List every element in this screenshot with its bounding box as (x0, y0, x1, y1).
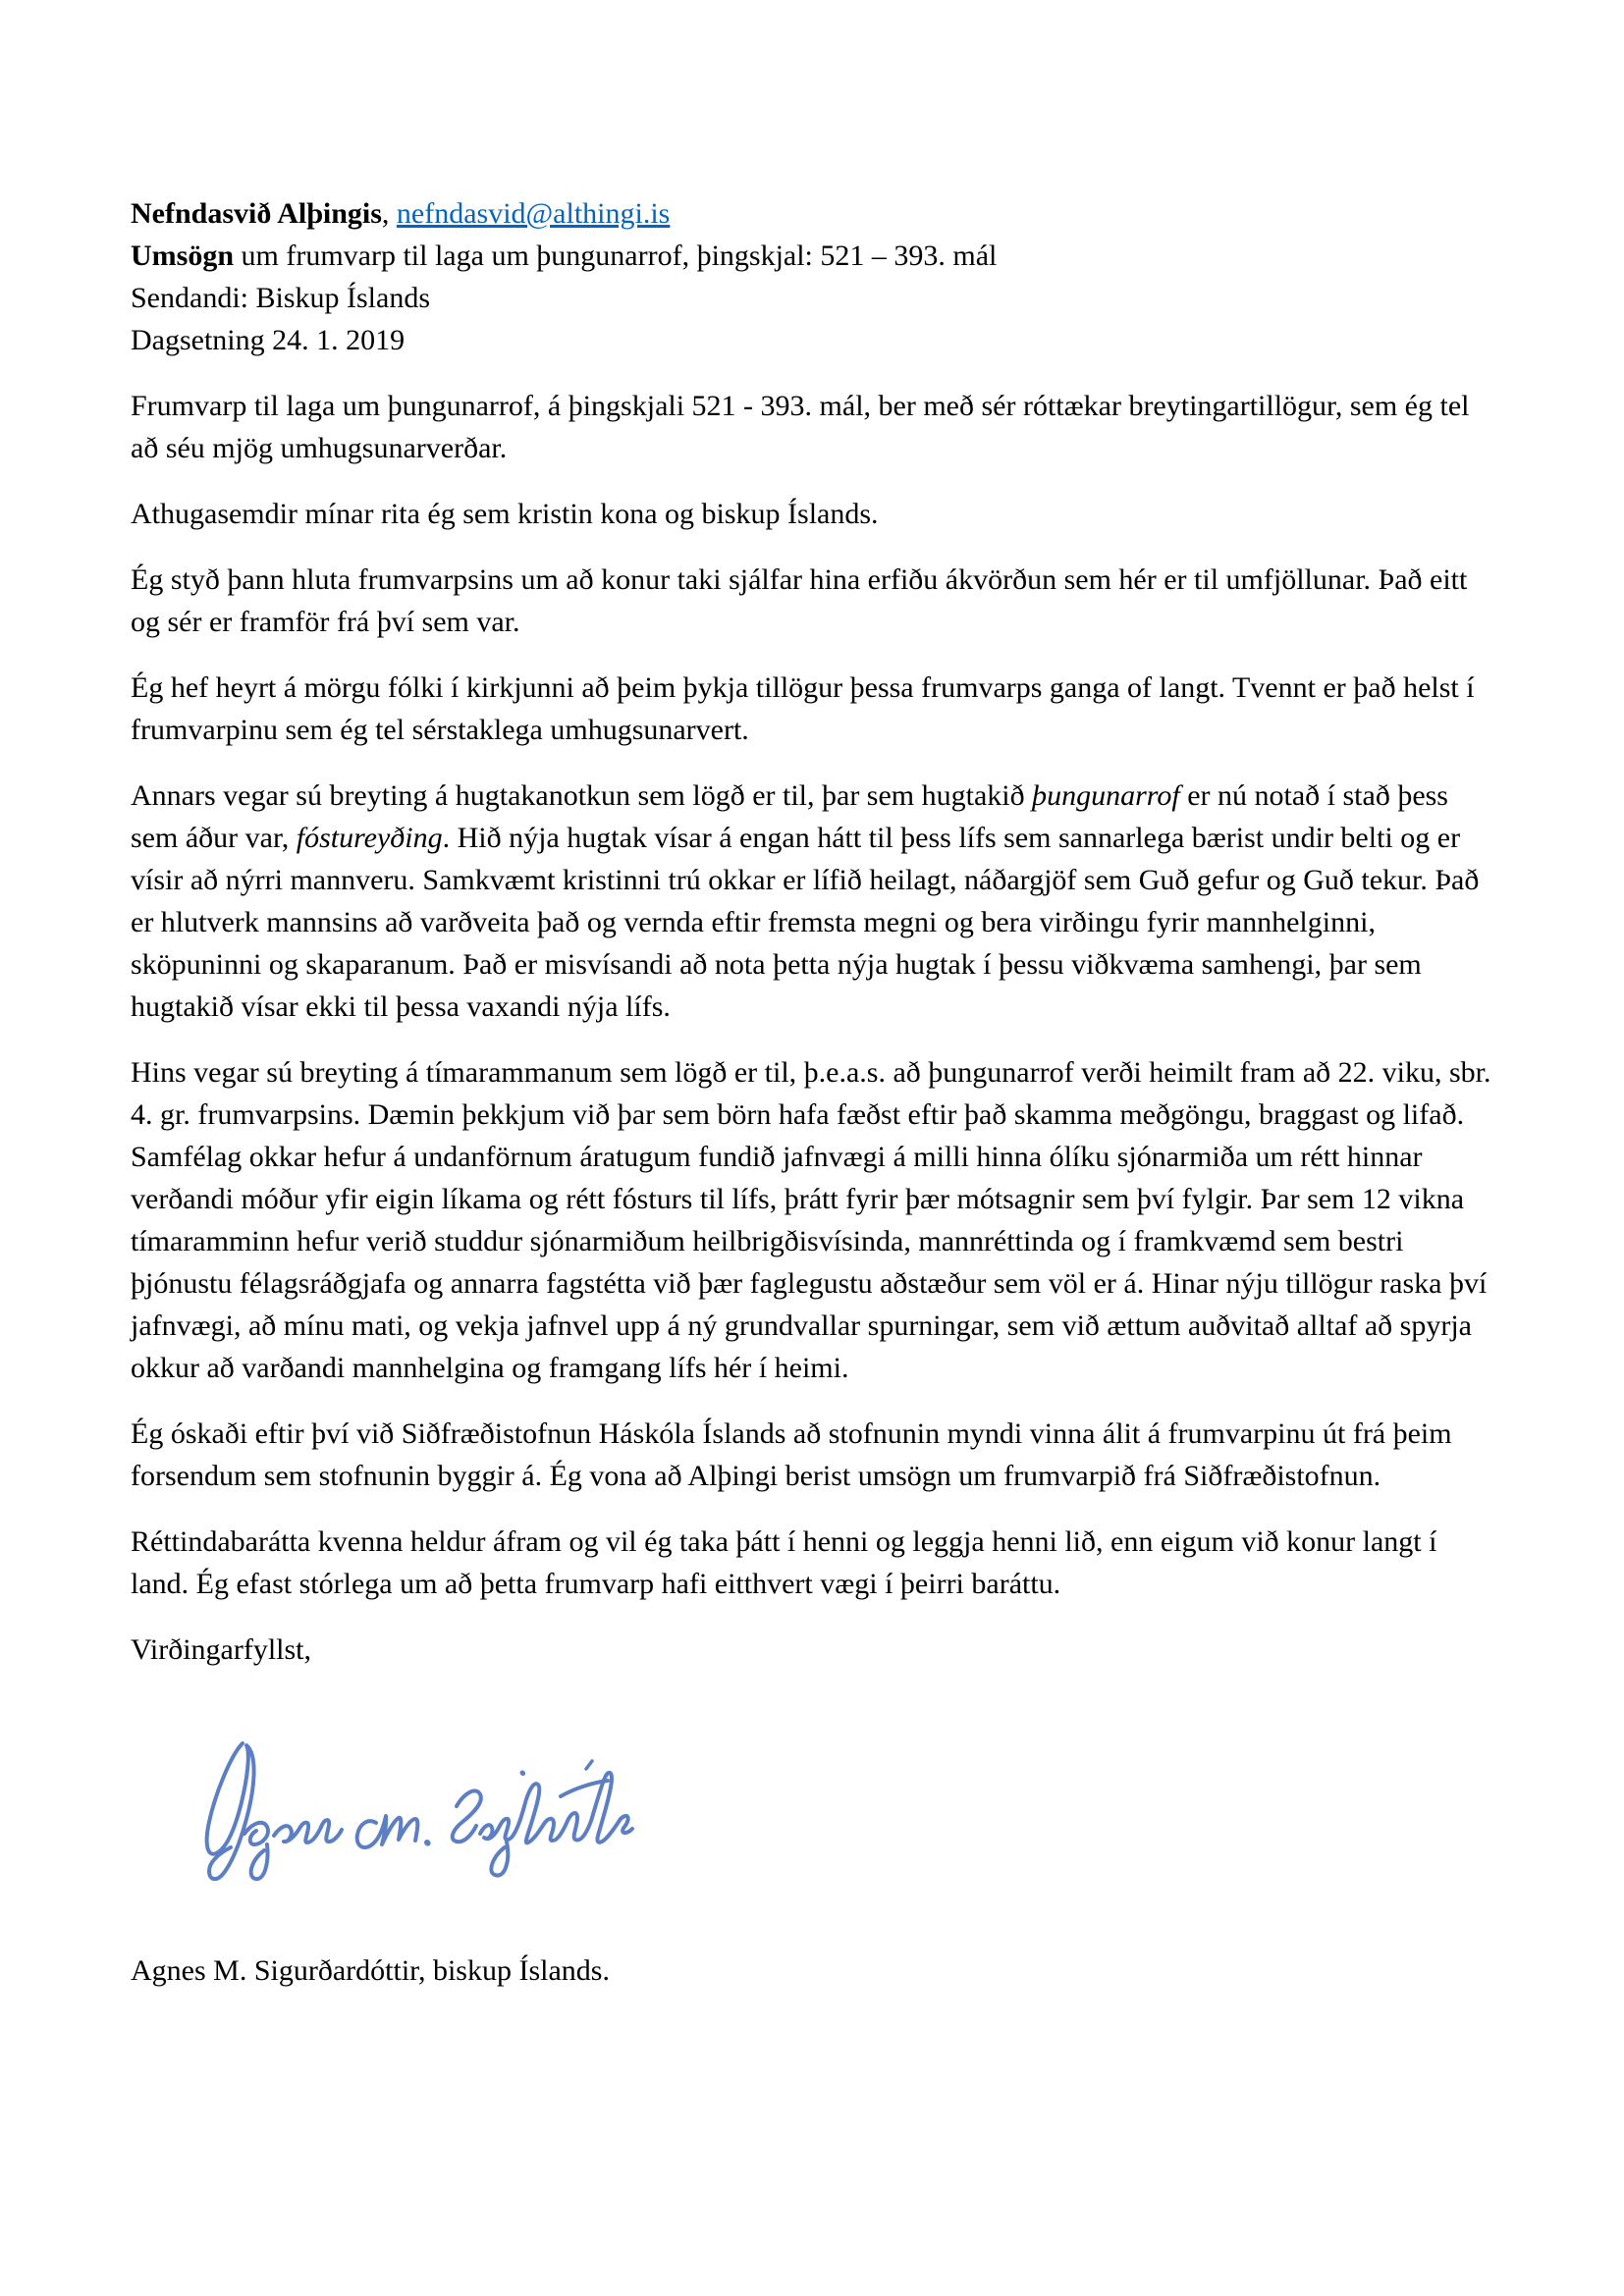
letter-header (131, 192, 1495, 361)
term-change-text-2: er nú notað í stað þess sem áður var, (131, 779, 1448, 854)
closing-salutation: Virðingarfyllst, (131, 1633, 311, 1666)
recipient-name: Nefndasvið Alþingis (131, 197, 382, 230)
handwritten-signature (172, 1726, 635, 1885)
signature-svg (172, 1726, 635, 1885)
paragraph-timeframe: Hins vegar sú breyting á tímarammanum sem lögð er til, þ.e.a.s. að þungunarrof verði heimilt fram að 22. viku, sbr. 4. gr. frumvarpsins. Dæmin þekkjum við þar sem börn hafa fæðst eftir það skamma meðgöngu, braggast og lifað. Samfélag okkar hefur á undanförnum áratugum fundið jafnvægi á milli hinna ólíku sjónarmiða um rétt hinnar verðandi móður yfir eigin líkama og rétt fósturs til lífs, þrátt fyrir þær mótsagnir sem því fylgir. Þar sem 12 vikna tímaramminn hefur verið studdur sjónarmiðum heilbrigðisvísinda, mannréttinda og í framkvæmd sem bestri þjónustu félagsráðgjafa og annarra fagstétta við þær faglegustu aðstæður sem völ er á. Hinar nýju tillögur raska því jafnvægi, að mínu mati, og vekja jafnvel upp á ný grundvallar spurningar, sem við ættum auðvitað alltaf að spyrja okkur að varðandi mannhelgina og framgang lífs hér í heimi. (131, 1056, 1491, 1384)
recipient-separator: , (381, 197, 397, 230)
signed-by-line: Agnes M. Sigurðardóttir, biskup Íslands. (131, 1954, 610, 1987)
paragraph-term-change (131, 774, 1495, 1028)
term-italic-fostureyding: fóstureyðing (296, 822, 443, 854)
paragraph-ethics-institute: Ég óskaði eftir því við Siðfræðistofnun Háskóla Íslands að stofnunin myndi vinna álit á frumvarpinu út frá þeim forsendum sem stofnunin byggir á. Ég vona að Alþingi berist umsögn um frumvarpið frá Siðfræðistofnun. (131, 1417, 1452, 1492)
email-link[interactable]: nefndasvid@althingi.is (396, 197, 671, 230)
subject-text: um frumvarp til laga um þungunarrof, þingskjal: 521 – 393. mál (234, 240, 998, 272)
signature-ink (207, 1743, 632, 1879)
subject-label: Umsögn (131, 240, 235, 272)
paragraph-womens-rights: Réttindabarátta kvenna heldur áfram og vil ég taka þátt í henni og leggja henni lið, enn eigum við konur langt í land. Ég efast stórlega um að þetta frumvarp hafi eitthvert vægi í þeirri baráttu. (131, 1525, 1437, 1600)
paragraph-heard-in-church: Ég hef heyrt á mörgu fólki í kirkjunni að þeim þykja tillögur þessa frumvarps ganga of langt. Tvennt er það helst í frumvarpinu sem ég tel sérstaklega umhugsunarvert. (131, 671, 1475, 746)
paragraph-support: Ég styð þann hluta frumvarpsins um að konur taki sjálfar hina erfiðu ákvörðun sem hér er til umfjöllunar. Það eitt og sér er framför frá því sem var. (131, 563, 1468, 638)
recipient-line (131, 192, 1495, 235)
term-italic-thungunarrof: þungunarrof (1032, 779, 1180, 812)
term-change-text-3: . Hið nýja hugtak vísar á engan hátt til þess lífs sem sannarlega bærist undir belti og er vísir að nýrri mannveru. Samkvæmt kristinni trú okkar er lífið heilagt, náðargjöf sem Guð gefur og Guð tekur. Það er hlutverk mannsins að varðveita það og vernda eftir fremsta megni og bera virðingu fyrir mannhelginni, sköpuninni og skaparanum. Það er misvísandi að nota þetta nýja hugtak í þessu viðkvæma samhengi, þar sem hugtakið vísar ekki til þessa vaxandi nýja lífs. (131, 822, 1480, 1023)
term-change-text-1: Annars vegar sú breyting á hugtakanotkun sem lögð er til, þar sem hugtakið (131, 779, 1033, 812)
paragraph-author-note: Athugasemdir mínar rita ég sem kristin kona og biskup Íslands. (131, 498, 879, 530)
sender-line: Sendandi: Biskup Íslands (131, 282, 430, 314)
paragraph-intro: Frumvarp til laga um þungunarrof, á þingskjali 521 - 393. mál, ber með sér róttækar breytingartillögur, sem ég tel að séu mjög umhugsunarverðar. (131, 390, 1470, 464)
subject-line (131, 235, 1495, 277)
date-line: Dagsetning 24. 1. 2019 (131, 324, 406, 356)
